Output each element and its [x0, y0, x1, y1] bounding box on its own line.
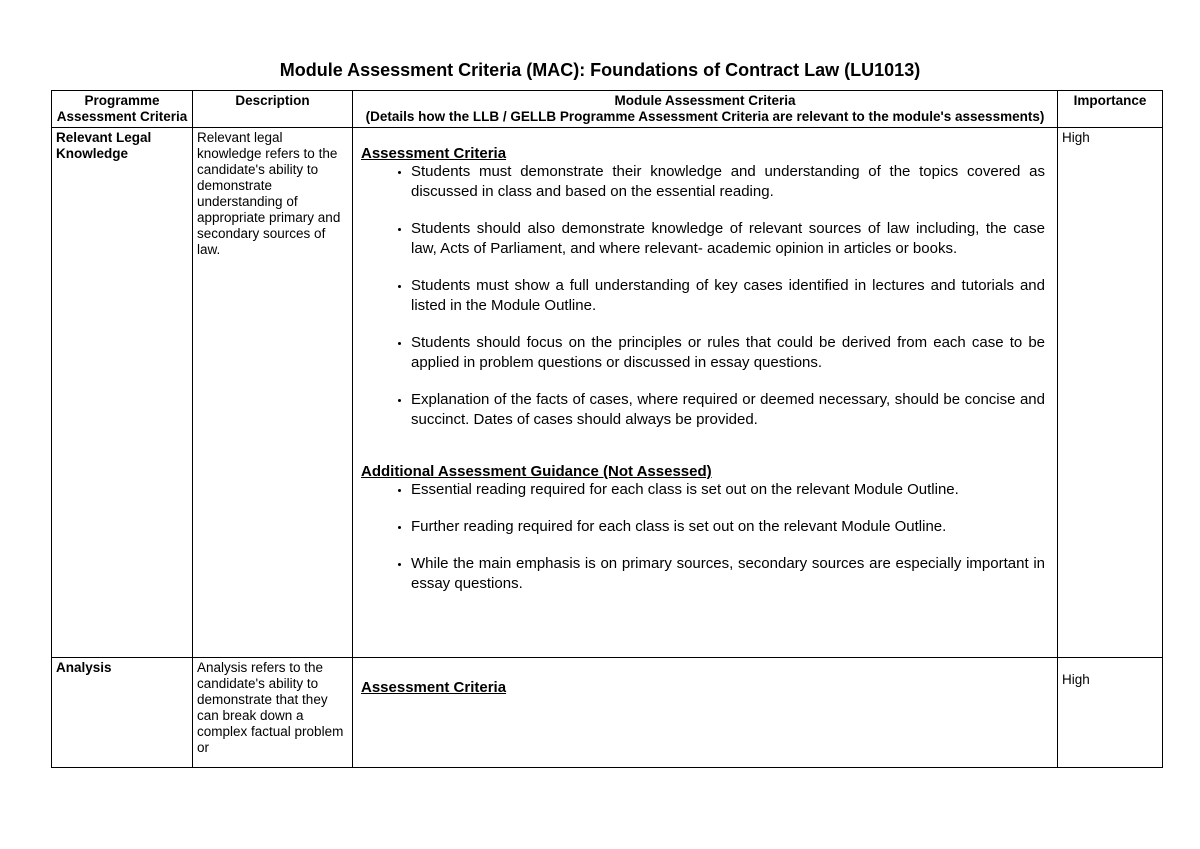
additional-guidance-list: [361, 480, 1049, 594]
table-row: [52, 658, 1163, 768]
header-importance: Importance: [1058, 91, 1163, 128]
criteria-details: [353, 128, 1058, 658]
assessment-criteria-table: [51, 90, 1163, 768]
importance-text: High: [1062, 672, 1090, 687]
section-title-additional-guidance: Additional Assessment Guidance (Not Assessed): [361, 463, 712, 480]
document-title: Module Assessment Criteria (MAC): Foundations of Contract Law (LU1013): [279, 60, 921, 80]
list-item: • Students should also demonstrate knowledge of relevant sources of law including, the case law, Acts of Parliament, and where relevant- academic opinion in articles or books.: [411, 219, 1049, 259]
list-item: • Students must demonstrate their knowledge and understanding of the topics covered as discussed in class and based on the essential reading.: [411, 162, 1049, 202]
list-item: • Further reading required for each class is set out on the relevant Module Outline.: [411, 517, 1049, 537]
assessment-criteria-list: [361, 162, 1049, 430]
header-mac-post: Programme Assessment Criteria are relevant to the module's assessments): [556, 109, 1045, 124]
criterion-description: Relevant legal knowledge refers to the candidate's ability to demonstrate understanding of appropriate primary and secondary sources of law.: [193, 128, 353, 658]
table-row: [52, 128, 1163, 658]
header-mac-line2: [357, 109, 1053, 125]
section-title-assessment-criteria: Assessment Criteria: [361, 145, 507, 162]
header-module-assessment-criteria: [353, 91, 1058, 128]
list-item: • Students should focus on the principles or rules that could be derived from each case to be applied in problem questions or discussed in essay questions.: [411, 333, 1049, 373]
section-title-assessment-criteria: Assessment Criteria: [361, 679, 507, 696]
header-description: Description: [193, 91, 353, 128]
table-header-row: [52, 91, 1163, 128]
importance-value: [1058, 658, 1163, 768]
criteria-details: [353, 658, 1058, 768]
header-programme-assessment-criteria: Programme Assessment Criteria: [52, 91, 193, 128]
list-item: • Students must show a full understanding of key cases identified in lectures and tutorials and listed in the Module Outline.: [411, 276, 1049, 316]
list-item: • Essential reading required for each class is set out on the relevant Module Outline.: [411, 480, 1049, 500]
criterion-name: Relevant Legal Knowledge: [52, 128, 193, 658]
importance-value: High: [1058, 128, 1163, 658]
header-mac-line1: Module Assessment Criteria: [614, 93, 796, 108]
criterion-name: Analysis: [52, 658, 193, 768]
list-item: • Explanation of the facts of cases, where required or deemed necessary, should be concise and succinct. Dates of cases should always be provided.: [411, 390, 1049, 430]
criterion-description: Analysis refers to the candidate's ability to demonstrate that they can break down a complex factual problem or: [193, 658, 353, 768]
header-mac-programme: LLB / GELLB: [472, 109, 557, 124]
header-mac-pre: (Details how the: [365, 109, 473, 124]
list-item: • While the main emphasis is on primary sources, secondary sources are especially important in essay questions.: [411, 554, 1049, 594]
